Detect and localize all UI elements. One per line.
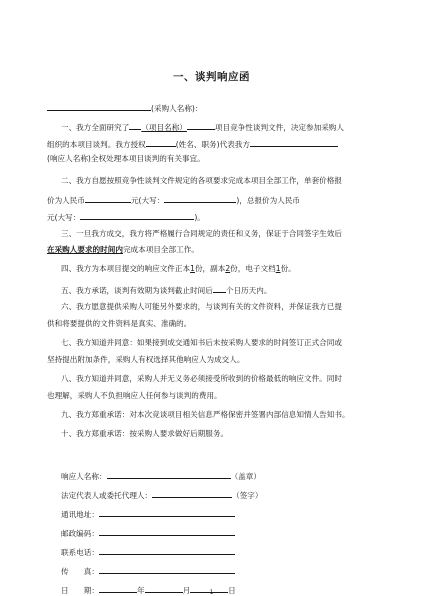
project-name-field: （项目名称） xyxy=(141,123,187,132)
document-title: 一、谈判响应函 xyxy=(173,71,250,83)
validity-days-blank xyxy=(213,283,226,293)
para-8-line-1: 八、我方知道并同意，采购人并无义务必须接受所收到的价格最低的响应文件。同时 xyxy=(61,374,342,383)
purchaser-name-blank xyxy=(47,101,151,111)
unit-price-words-blank xyxy=(164,193,236,203)
authorized-person-blank xyxy=(146,137,176,147)
phone-blank xyxy=(99,545,235,555)
date-row: 日 期： 年 月 日 xyxy=(61,583,236,596)
original-count: 1 xyxy=(190,264,195,273)
purchaser-name-line: (采购人名称)： xyxy=(47,101,203,114)
postcode-row: 邮政编码： xyxy=(61,526,235,539)
para-10-line-1: 十、我方郑重承诺：按采购人要求做好后期服务。 xyxy=(61,429,229,438)
postcode-blank xyxy=(99,526,235,536)
responder-name-blank xyxy=(107,469,231,479)
para-7-line-2: 坚持提出附加条件，采购人有权选择其他响应人为成交人。 xyxy=(47,355,245,364)
legal-rep-row: 法定代表人或委托代理人： （签字） xyxy=(61,488,263,501)
representative-blank xyxy=(250,137,338,147)
para-1-line-1: 一、我方全面研究了 （项目名称） 项目竞争性谈判文件，决定参加采购人 xyxy=(61,120,344,133)
para-2-line-1: 二、我方自愿按照竞争性谈判文件规定的各项要求完成本项目全部工作，单套价格报 xyxy=(61,176,342,185)
para-6-line-2: 供和将要提供的文件资料是真实、准确的。 xyxy=(47,319,192,328)
copy-count: 2 xyxy=(225,264,231,273)
para-7-line-1: 七、我方知道并同意：如果接到成交通知书后未按采购人要求的时间签订正式合同或 xyxy=(61,338,342,347)
time-requirement-emphasis: 在采购人要求的时间内 xyxy=(47,245,123,254)
fax-row: 传 真： xyxy=(61,564,235,577)
responder-name-row: 响应人名称： （盖章） xyxy=(61,469,261,482)
para-1-line-3: (响应人名称)全权处理本项目谈判的有关事宜。 xyxy=(47,154,205,163)
para-2-line-2: 价为人民币 元(大写： )，总报价为人民币 xyxy=(47,193,300,206)
para-4-line-1: 四、我方为本项目提交的响应文件正本1份，副本2份，电子文档1份。 xyxy=(61,264,296,273)
electronic-count: 1 xyxy=(275,264,281,273)
unit-price-blank xyxy=(85,193,131,203)
para-3-line-2: 在采购人要求的时间内完成本项目全部工作。 xyxy=(47,245,199,254)
para-1-line-2: 组织的本项目谈判。我方授权 (姓名、职务)代表我方 xyxy=(47,137,338,150)
total-price-words-blank xyxy=(80,210,194,220)
legal-rep-blank xyxy=(152,488,232,498)
para-6-line-1: 六、我方愿意提供采购人可能另外要求的，与谈判有关的文件资料，并保证我方已提 xyxy=(61,302,342,311)
para-3-line-1: 三、一旦我方成交，我方将严格履行合同规定的责任和义务，保证于合同签字生效后 xyxy=(61,229,342,238)
para-5-line-1: 五、我方承诺，谈判有效期为谈判截止时间后 个日历天内。 xyxy=(61,283,271,296)
para-8-line-2: 也理解，采购人不负担响应人任何参与谈判的费用。 xyxy=(47,391,222,400)
address-blank xyxy=(99,507,235,517)
page-number: 1 xyxy=(209,589,214,596)
para-9-line-1: 九、我方郑重承诺：对本次竞谈项目相关信息严格保密并签署内部信息知情人告知书。 xyxy=(61,410,350,419)
fax-blank xyxy=(99,564,235,574)
address-row: 通讯地址： xyxy=(61,507,235,520)
para-2-line-3: 元(大写： )。 xyxy=(47,210,205,223)
phone-row: 联系电话： xyxy=(61,545,235,558)
